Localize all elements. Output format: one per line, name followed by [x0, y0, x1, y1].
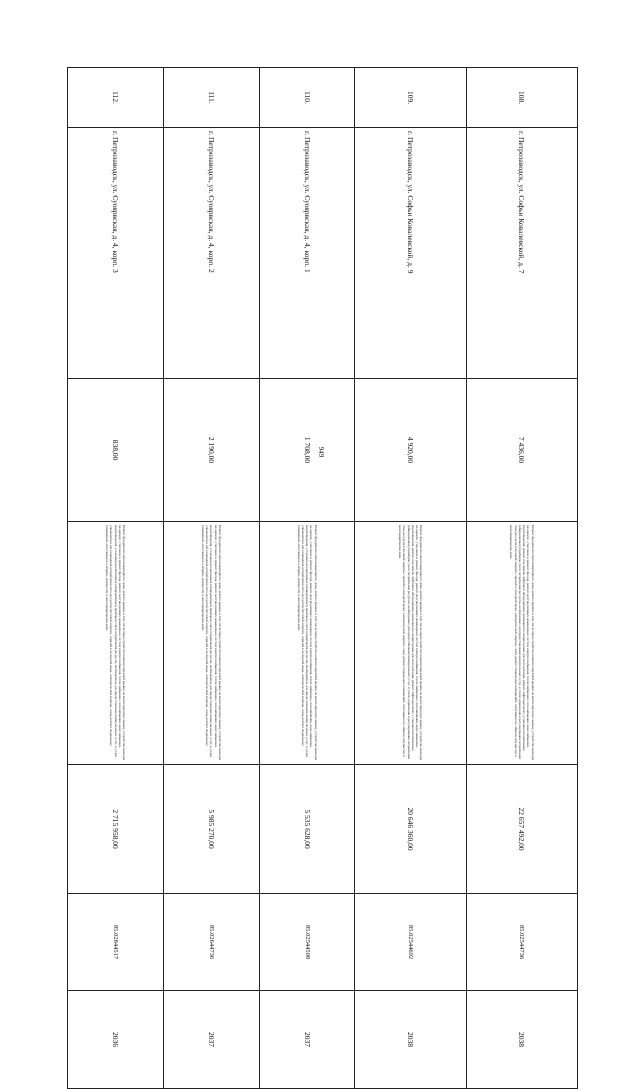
rotated-table — [67, 67, 578, 1047]
table-frame — [67, 67, 578, 1047]
table-row — [163, 68, 259, 1089]
address-cell: г. Петрозаводск, ул. Софьи Ковалевской, д. 9 — [355, 128, 466, 379]
cost-cell: 2 715 958,00 — [68, 765, 164, 894]
year-cell: 2036 — [68, 991, 164, 1089]
code-cell: 85.02844517 — [68, 894, 164, 991]
cost-cell: 5 535 628,00 — [259, 765, 355, 894]
table-row — [68, 68, 164, 1089]
row-number: 108. — [466, 68, 577, 128]
code-cell: 85.02544692 — [355, 894, 466, 991]
area-cell: 4 920,00 — [355, 379, 466, 522]
works-cell: Ремонт фундамента многоквартирного дома, ремонт крыши, в том числе переустройство невентилируемой крыши на вентилируемую крышу, устройство выходов на кровлю, утепление и ремонт фасада, ремонт внутридомовых инженерных систем электроснабжения, теплоснабжения, газоснабжения, водоснабжения, водоотведения, установка коллективных (общедомовых) приборов учета потребления ресурсов, необходимых для предоставления коммунальных услуг, и узлов управления и регулирования потребления этих ресурсов (тепловой энергии, горячей и холодной воды, электрической энергии, газа), ремонт подвальных помещений, относящихся к общему имуществу в многоквартирном доме — [259, 522, 355, 765]
cost-cell: 22 657 492,00 — [466, 765, 577, 894]
row-number: 112. — [68, 68, 164, 128]
area-cell: 2 190,00 — [163, 379, 259, 522]
table-row — [259, 68, 355, 1089]
address-cell: г. Петрозаводск, ул. Суоярвская, д. 4, корп. 1 — [259, 128, 355, 379]
year-cell: 2037 — [259, 991, 355, 1089]
year-cell: 2038 — [355, 991, 466, 1089]
area-cell: 838,00 — [68, 379, 164, 522]
cost-cell: 20 646 360,00 — [355, 765, 466, 894]
address-cell: г. Петрозаводск, ул. Софьи Ковалевской, д. 7 — [466, 128, 577, 379]
works-cell: Ремонт фундамента многоквартирного дома, ремонт крыши, в том числе переустройство невентилируемой крыши на вентилируемую крышу, устройство выходов на кровлю, утепление и ремонт фасада, ремонт внутридомовых инженерных систем электроснабжения, теплоснабжения, газоснабжения, водоснабжения, водоотведения, ремонт или замена лифтового оборудования, признанного непригодным для эксплуатации, ремонт лифтовых шахт, установка коллективных (общедомовых) приборов учета потребления ресурсов, необходимых для предоставления коммунальных услуг, и узлов управления и регулирования потребления этих ресурсов (тепловой энергии, горячей и холодной воды, электрической энергии, газа), ремонт подвальных помещений, относящихся к общему имуществу в многоквартирном доме — [466, 522, 577, 765]
code-cell: 85.02544736 — [466, 894, 577, 991]
repair-table — [67, 67, 578, 1089]
area-cell: 1 708,00 — [259, 379, 355, 522]
works-cell: Ремонт фундамента многоквартирного дома, ремонт крыши, в том числе переустройство невентилируемой крыши на вентилируемую крышу, устройство выходов на кровлю, утепление и ремонт фасада, ремонт внутридомовых инженерных систем электроснабжения, теплоснабжения, газоснабжения, водоснабжения, водоотведения, ремонт или замена лифтового оборудования, признанного непригодным для эксплуатации, ремонт лифтовых шахт, установка коллективных (общедомовых) приборов учета потребления ресурсов, необходимых для предоставления коммунальных услуг, и узлов управления и регулирования потребления этих ресурсов (тепловой энергии, горячей и холодной воды, электрической энергии, газа), ремонт подвальных помещений, относящихся к общему имуществу в многоквартирном доме — [355, 522, 466, 765]
works-cell: Ремонт фундамента многоквартирного дома, ремонт крыши, в том числе переустройство невентилируемой крыши на вентилируемую крышу, устройство выходов на кровлю, утепление и ремонт фасада, ремонт внутридомовых инженерных систем электроснабжения, теплоснабжения, газоснабжения, водоснабжения, водоотведения, установка коллективных (общедомовых) приборов учета потребления ресурсов, необходимых для предоставления коммунальных услуг, и узлов управления и регулирования потребления этих ресурсов (тепловой энергии, горячей и холодной воды, электрической энергии, газа), ремонт подвальных помещений, относящихся к общему имуществу в многоквартирном доме — [163, 522, 259, 765]
cost-cell: 5 985 270,00 — [163, 765, 259, 894]
row-number: 110. — [259, 68, 355, 128]
year-cell: 2037 — [163, 991, 259, 1089]
table-row — [466, 68, 577, 1089]
code-cell: 85.02544598 — [259, 894, 355, 991]
address-cell: г. Петрозаводск, ул. Суоярвская, д. 4, корп. 3 — [68, 128, 164, 379]
row-number: 109. — [355, 68, 466, 128]
area-cell: 7 436,00 — [466, 379, 577, 522]
row-number: 111. — [163, 68, 259, 128]
table-row — [355, 68, 466, 1089]
works-cell: Ремонт фундамента многоквартирного дома, ремонт крыши, в том числе переустройство невентилируемой крыши на вентилируемую крышу, устройство выходов на кровлю, утепление и ремонт фасада, ремонт внутридомовых инженерных систем электроснабжения, теплоснабжения, газоснабжения, водоснабжения, водоотведения, установка коллективных (общедомовых) приборов учета потребления ресурсов, необходимых для предоставления коммунальных услуг, и узлов управления и регулирования потребления этих ресурсов (тепловой энергии, горячей и холодной воды, электрической энергии, газа), ремонт подвальных помещений, относящихся к общему имуществу в многоквартирном доме — [68, 522, 164, 765]
code-cell: 85.02644736 — [163, 894, 259, 991]
year-cell: 2038 — [466, 991, 577, 1089]
address-cell: г. Петрозаводск, ул. Суоярвская, д. 4, корп. 2 — [163, 128, 259, 379]
page-number: 949 — [317, 446, 325, 458]
